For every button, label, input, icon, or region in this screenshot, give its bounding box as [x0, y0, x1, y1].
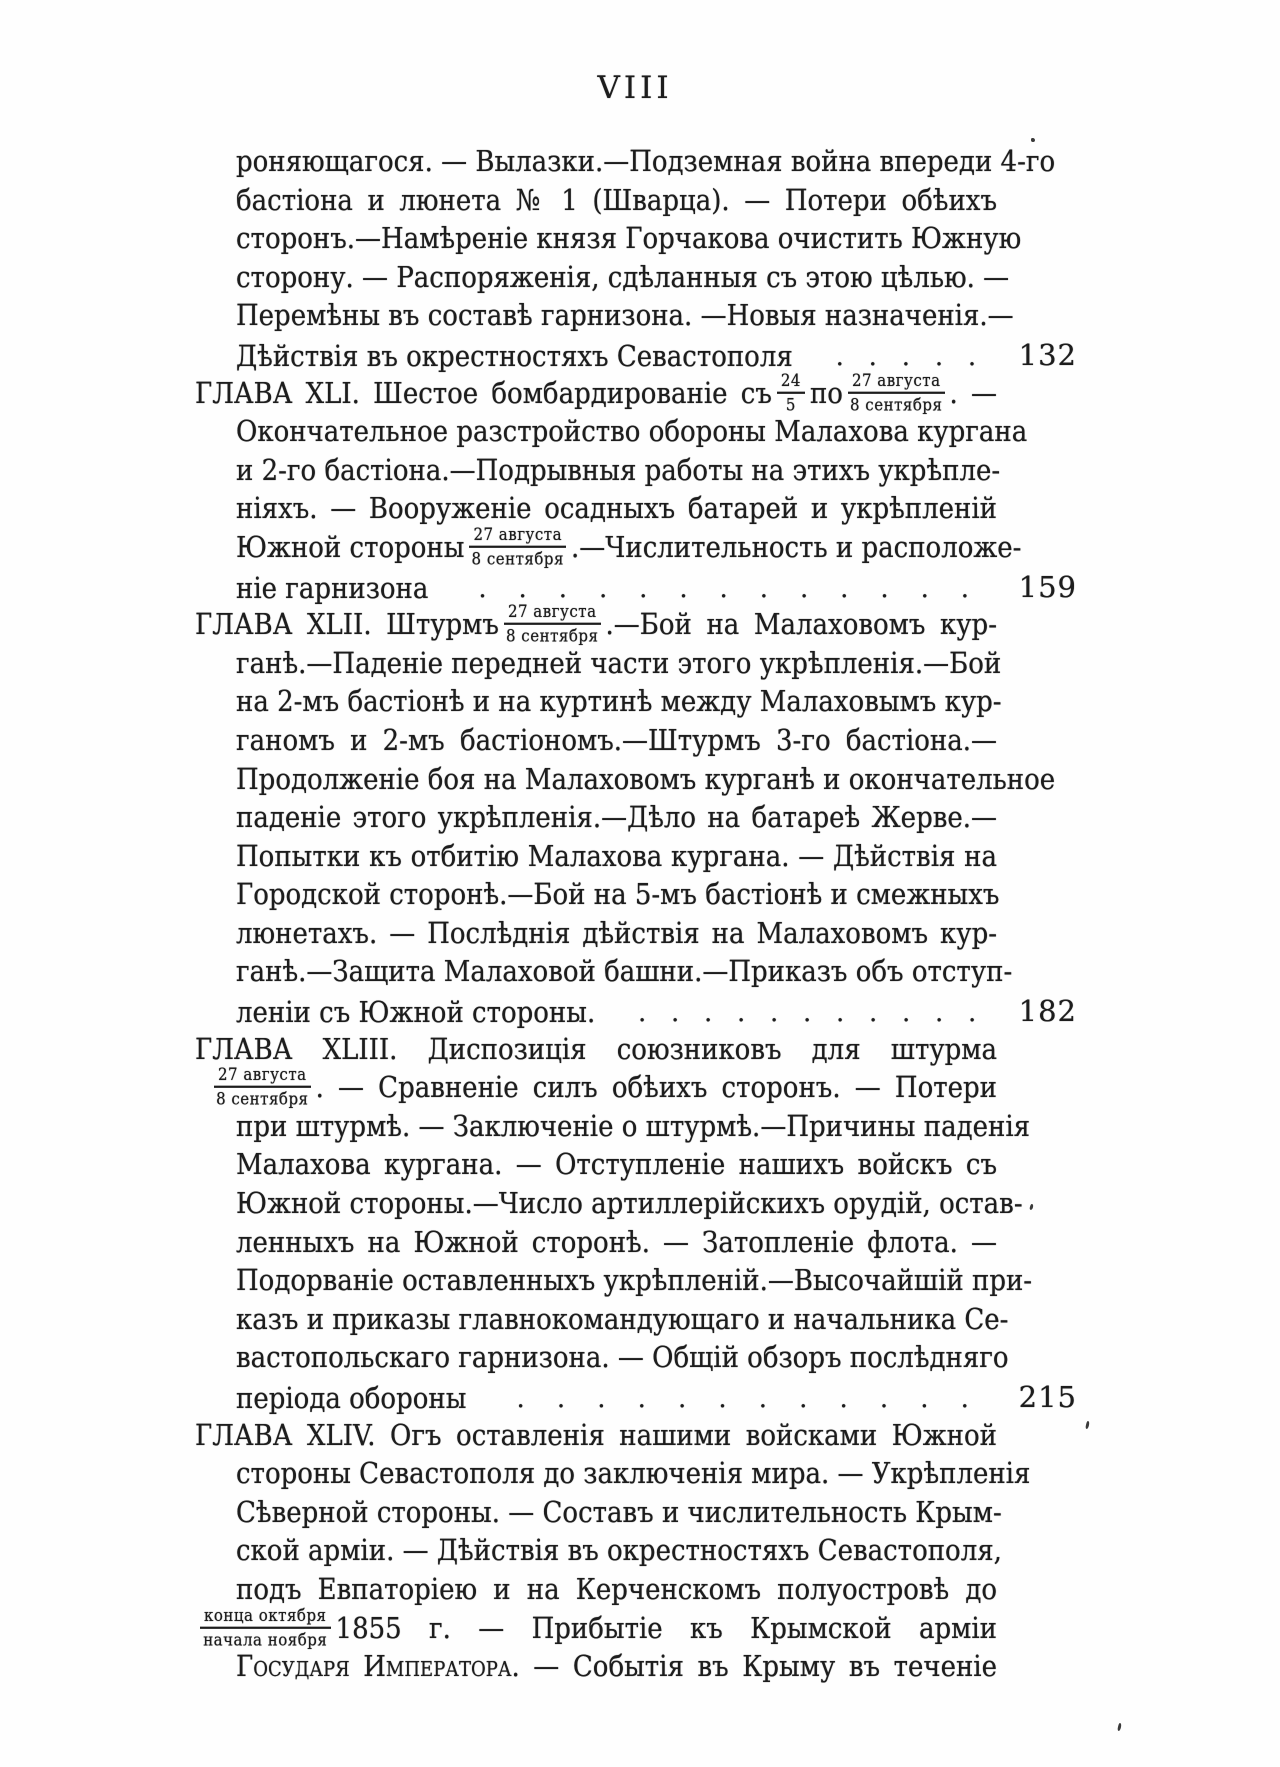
- toc-line-text: Государя Императора. — Событія въ Крыму въ теченіе: [236, 1650, 997, 1684]
- toc-line-text: ніяхъ. — Вооруженіе осадныхъ батарей и укрѣпленій: [236, 492, 997, 527]
- toc-line-text: стороны Севастополя до заключенія мира. — Укрѣпленія: [236, 1457, 1031, 1491]
- toc-chapter-line: [195, 601, 1077, 647]
- toc-line: [195, 915, 1077, 954]
- toc-line: [195, 568, 1077, 607]
- small-caps-text: Государя Императора.: [236, 1650, 520, 1684]
- toc-line-text: люнетахъ. — Послѣднія дѣйствія на Малаховомъ кур-: [236, 917, 997, 951]
- toc-line: [195, 1301, 1077, 1340]
- toc-chapter-line: [195, 1031, 1077, 1070]
- page-number: 159: [1018, 569, 1077, 604]
- toc-line: [195, 761, 1077, 800]
- toc-line: [195, 683, 1077, 722]
- dot-leader: . . . . . . . . . . . .: [516, 1384, 969, 1414]
- toc-line-text: паденіе этого укрѣпленія.—Дѣло на батареѣ Жерве.—: [236, 801, 997, 835]
- toc-line-text: Дѣйствія въ окрестностяхъ Севастополя: [236, 340, 793, 374]
- toc-line-text: подъ Евпаторіею и на Керченскомъ полуостровѣ до: [236, 1573, 997, 1607]
- toc-line-text: ленныхъ на Южной сторонѣ. — Затопленіе флота. —: [236, 1225, 997, 1260]
- toc-line-text: на 2-мъ бастіонѣ и на куртинѣ между Малаховымъ кур-: [236, 685, 1002, 720]
- toc-line: [195, 1339, 1077, 1378]
- fraction-numerator: 24: [777, 370, 805, 394]
- fraction-numerator: 27 августа: [469, 524, 566, 548]
- toc-line-text: $\frac{\text{конца октября}}{\text{начала ноября}}$ 1855 г. — Прибытіе къ Крымской арміи: [195, 1607, 997, 1652]
- toc-line-text: ГЛАВА XLIII. Диспозиція союзниковъ для штурма: [195, 1032, 997, 1067]
- fraction-numerator: конца октября: [200, 1605, 331, 1629]
- toc-line: [195, 953, 1077, 992]
- date-fraction: [777, 370, 805, 415]
- toc-line: [195, 1455, 1077, 1494]
- fraction-denominator: 5: [785, 394, 796, 415]
- toc-line: [195, 1571, 1077, 1610]
- toc-line-text: Продолженіе боя на Малаховомъ курганѣ и окончательное: [236, 762, 1056, 797]
- toc-line: [195, 1146, 1077, 1185]
- toc-line: [195, 1224, 1077, 1263]
- toc-line-text: Перемѣны въ составѣ гарнизона. —Новыя назначенія.—: [236, 299, 1014, 334]
- toc-line-text: роняющагося. — Вылазки.—Подземная война впереди 4-го: [236, 145, 1056, 179]
- scan-speck: [1085, 1421, 1090, 1429]
- fraction-denominator: 8 сентября: [216, 1089, 309, 1110]
- toc-line: [195, 220, 1077, 259]
- date-fraction: [504, 601, 601, 646]
- toc-line: [195, 1494, 1077, 1533]
- toc: [195, 143, 1077, 1687]
- toc-line: [195, 1378, 1077, 1417]
- toc-line: [195, 452, 1077, 491]
- scan-speck: [1031, 138, 1035, 142]
- toc-line-text: ганѣ.—Защита Малаховой башни.—Приказъ объ отступ-: [236, 955, 1013, 990]
- fraction-numerator: 27 августа: [504, 601, 601, 625]
- toc-line: [195, 182, 1077, 221]
- toc-line: [195, 490, 1077, 529]
- toc-line-text: бастіона и люнета № 1 (Шварца). — Потери обѣихъ: [236, 183, 997, 218]
- toc-line: [195, 645, 1077, 684]
- dot-leader: . . . . . . . . . . .: [637, 998, 977, 1029]
- toc-line: [195, 336, 1077, 375]
- toc-line: [195, 1648, 1077, 1687]
- toc-line-text: Южной стороны $\frac{\text{27 августа}}{\text{8 сентября}}$ .—Числительность и расположе-: [236, 524, 1022, 570]
- toc-line: [195, 722, 1077, 761]
- toc-line: [195, 524, 1077, 570]
- toc-line-text: ніе гарнизона: [236, 571, 429, 606]
- toc-line-text: вастопольскаго гарнизона. — Общій обзоръ послѣдняго: [236, 1341, 1009, 1376]
- toc-line-text: казъ и приказы главнокомандующаго и начальника Се-: [236, 1302, 1009, 1337]
- toc-line-text: ГЛАВА XLIV. Огъ оставленія нашими войсками Южной: [195, 1418, 997, 1453]
- toc-line-text: Малахова кургана. — Отступленіе нашихъ войскъ съ: [236, 1148, 997, 1183]
- fraction-denominator: 8 сентября: [471, 548, 564, 570]
- dot-leader: . . . . . . . . . . . . .: [478, 573, 970, 604]
- toc-line: [195, 1532, 1077, 1571]
- toc-line: [195, 992, 1077, 1031]
- toc-chapter-line: [195, 369, 1077, 415]
- toc-line: [195, 143, 1077, 182]
- date-fraction: [200, 1605, 331, 1650]
- fraction-denominator: 8 сентября: [850, 394, 943, 415]
- toc-line: [195, 1604, 1077, 1650]
- toc-line-text: и 2-го бастіона.—Подрывныя работы на этихъ укрѣпле-: [236, 453, 1001, 488]
- scan-speck: [1117, 1723, 1122, 1731]
- page-number: 132: [1018, 337, 1077, 372]
- date-fraction: [848, 370, 945, 415]
- toc-line: [195, 799, 1077, 838]
- toc-line: [195, 297, 1077, 336]
- toc-line-text: при штурмѣ. — Заключеніе о штурмѣ.—Причины паденія: [236, 1110, 1031, 1144]
- toc-line: [195, 1064, 1077, 1110]
- page-number: 215: [1018, 1380, 1077, 1414]
- fraction-numerator: 27 августа: [848, 370, 945, 394]
- toc-line-text: Окончательное разстройство обороны Малахова кургана: [236, 415, 1028, 449]
- toc-line-text: ганѣ.—Паденіе передней части этого укрѣпленія.—Бой: [236, 646, 1002, 681]
- date-fraction: [214, 1065, 311, 1110]
- fraction-numerator: 27 августа: [214, 1065, 311, 1089]
- page-number-header: VIII: [597, 70, 673, 106]
- toc-line: [195, 413, 1077, 452]
- toc-line: [195, 1185, 1077, 1224]
- toc-line-text: сторонъ.—Намѣреніе князя Горчакова очистить Южную: [236, 222, 1022, 256]
- page-number: 182: [1018, 994, 1077, 1029]
- dot-leader: . . . . .: [835, 341, 977, 372]
- toc-line: [195, 876, 1077, 915]
- fraction-denominator: 8 сентября: [506, 626, 599, 647]
- toc-line-text: Южной стороны.—Число артиллерійскихъ орудій, остав-: [236, 1187, 1023, 1221]
- toc-line: [195, 838, 1077, 877]
- toc-line-text: ГЛАВА XLII. Штурмъ $\frac{\text{27 августа}}{\text{8 сентября}}$ .—Бой на Малаховомъ кур-: [195, 601, 997, 647]
- toc-line: [195, 1262, 1077, 1301]
- toc-line-text: періода обороны: [236, 1382, 467, 1416]
- toc-line-text: ГЛАВА XLI. Шестое бомбардированіе съ $\frac{24}{5}$ по $\frac{\text{27 августа}}{\text{8 сентября}}$ . —: [195, 369, 997, 415]
- toc-line-text: $\frac{\text{27 августа}}{\text{8 сентября}}$ . — Сравненіе силъ обѣихъ сторонъ. — Потери: [209, 1067, 997, 1112]
- toc-line: [195, 1108, 1077, 1147]
- toc-line-text: ганомъ и 2-мъ бастіономъ.—Штурмъ 3-го бастіона.—: [236, 724, 997, 758]
- toc-line-text: Подорваніе оставленныхъ укрѣпленій.—Высочайшій при-: [236, 1264, 1033, 1298]
- toc-line-text: Попытки къ отбитію Малахова кургана. — Дѣйствія на: [236, 839, 997, 874]
- toc-line-text: Городской сторонѣ.—Бой на 5-мъ бастіонѣ и смежныхъ: [236, 878, 1000, 913]
- toc-line-text: ской арміи. — Дѣйствія въ окрестностяхъ Севастополя,: [236, 1534, 1002, 1569]
- toc-line-text: леніи съ Южной стороны.: [236, 996, 596, 1030]
- toc-line: [195, 259, 1077, 298]
- toc-line-text: сторону. — Распоряженія, сдѣланныя съ этою цѣлью. —: [236, 260, 1010, 295]
- toc-chapter-line: [195, 1417, 1077, 1456]
- toc-line-text: Сѣверной стороны. — Составъ и числительность Крым-: [236, 1495, 1002, 1530]
- date-fraction: [469, 524, 566, 569]
- fraction-denominator: начала ноября: [203, 1629, 328, 1650]
